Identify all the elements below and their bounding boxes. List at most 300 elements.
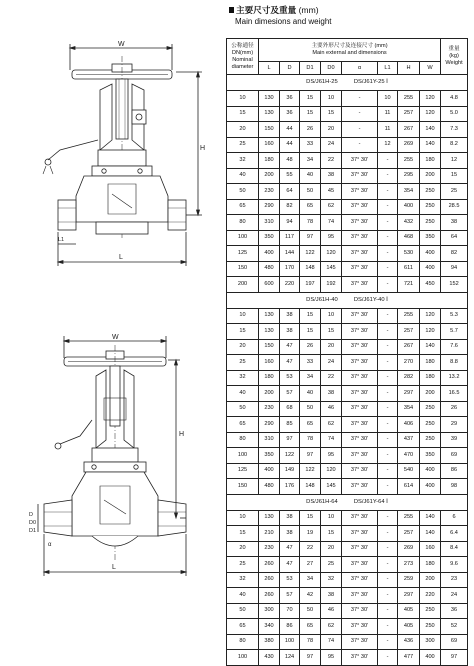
table-cell: 15 <box>300 510 321 526</box>
table-cell: 70 <box>280 603 300 619</box>
table-cell: 230 <box>259 401 280 417</box>
table-cell: 282 <box>398 370 420 386</box>
table-cell: 94 <box>441 261 468 277</box>
table-cell: 180 <box>259 370 280 386</box>
table-cell: 37° 30' <box>342 401 378 417</box>
table-cell: - <box>378 230 398 246</box>
table-cell: 95 <box>321 230 342 246</box>
table-cell: 37° 30' <box>342 355 378 371</box>
table-cell: 36 <box>280 106 300 122</box>
table-cell: 295 <box>398 168 420 184</box>
table-cell: 260 <box>259 557 280 573</box>
table-cell: 140 <box>420 510 441 526</box>
table-row <box>227 401 468 417</box>
table-cell: 47 <box>280 557 300 573</box>
table-cell: 97 <box>441 650 468 666</box>
table-cell: 257 <box>398 526 420 542</box>
column-header: H <box>398 62 420 75</box>
table-cell: 24 <box>441 588 468 604</box>
table-cell: 197 <box>300 277 321 293</box>
table-cell: 250 <box>420 199 441 215</box>
table-cell: - <box>378 619 398 635</box>
table-cell: 25 <box>321 557 342 573</box>
table-cell: 400 <box>420 246 441 262</box>
table-cell: - <box>378 215 398 231</box>
table-cell: 180 <box>420 557 441 573</box>
table-cell: 530 <box>398 246 420 262</box>
square-bullet-icon <box>229 7 234 13</box>
table-cell: 250 <box>420 619 441 635</box>
table-cell: 57 <box>280 386 300 402</box>
table-cell: 250 <box>420 603 441 619</box>
table-cell: 62 <box>321 619 342 635</box>
table-row <box>227 370 468 386</box>
table-cell: 130 <box>259 324 280 340</box>
table-cell: 140 <box>420 339 441 355</box>
table-row <box>227 168 468 184</box>
table-row <box>227 230 468 246</box>
table-cell: - <box>378 572 398 588</box>
table-cell: 220 <box>280 277 300 293</box>
table-cell: 74 <box>321 432 342 448</box>
column-header: D1 <box>300 62 321 75</box>
table-cell: 468 <box>398 230 420 246</box>
table-cell: 50 <box>227 603 259 619</box>
table-cell: 32 <box>227 370 259 386</box>
table-cell: 117 <box>280 230 300 246</box>
table-cell: - <box>378 526 398 542</box>
table-cell: 86 <box>280 619 300 635</box>
table-cell: 160 <box>259 355 280 371</box>
table-cell: 255 <box>398 91 420 107</box>
table-cell: - <box>378 246 398 262</box>
table-cell: - <box>378 603 398 619</box>
table-cell: 52 <box>441 619 468 635</box>
table-cell: 12 <box>378 137 398 153</box>
table-cell: 27 <box>300 557 321 573</box>
table-cell: 37° 30' <box>342 246 378 262</box>
table-cell: 37° 30' <box>342 339 378 355</box>
table-cell: - <box>378 588 398 604</box>
table-cell: 257 <box>398 106 420 122</box>
table-cell: 24 <box>321 355 342 371</box>
table-row <box>227 277 468 293</box>
table-cell: 86 <box>441 463 468 479</box>
table-cell: - <box>378 479 398 495</box>
table-cell: 250 <box>420 432 441 448</box>
table-cell: 124 <box>280 650 300 666</box>
table-cell: - <box>378 634 398 650</box>
table-cell: 200 <box>420 386 441 402</box>
table-cell: 192 <box>321 277 342 293</box>
table-cell: - <box>378 339 398 355</box>
table-cell: 37° 30' <box>342 261 378 277</box>
header-dimensions: 主要外形尺寸及连接尺寸 (mm) Main external and dimensions <box>259 39 441 62</box>
top-w-label: W <box>118 41 125 48</box>
table-cell: 12 <box>441 153 468 169</box>
table-cell: 144 <box>280 246 300 262</box>
bottom-alpha-label: α <box>48 542 52 548</box>
table-cell: 37° 30' <box>342 417 378 433</box>
table-cell: 152 <box>441 277 468 293</box>
table-cell: 257 <box>398 324 420 340</box>
table-cell: 48 <box>280 153 300 169</box>
table-cell: 37° 30' <box>342 557 378 573</box>
table-cell: 170 <box>280 261 300 277</box>
table-cell: 250 <box>420 184 441 200</box>
table-cell: 273 <box>398 557 420 573</box>
table-cell: 80 <box>227 215 259 231</box>
table-cell: 200 <box>227 277 259 293</box>
table-cell: 436 <box>398 634 420 650</box>
table-cell: 20 <box>227 541 259 557</box>
table-cell: 25 <box>227 355 259 371</box>
table-cell: 40 <box>227 588 259 604</box>
table-cell: 37° 30' <box>342 603 378 619</box>
table-cell: - <box>378 541 398 557</box>
table-cell: 38 <box>280 308 300 324</box>
table-cell: 125 <box>227 246 259 262</box>
table-row <box>227 215 468 231</box>
table-cell: 380 <box>259 634 280 650</box>
table-cell: 180 <box>420 370 441 386</box>
table-cell: 149 <box>280 463 300 479</box>
table-cell: 23 <box>441 572 468 588</box>
table-cell: 7.6 <box>441 339 468 355</box>
table-cell: 80 <box>227 634 259 650</box>
table-cell: 37° 30' <box>342 370 378 386</box>
table-cell: 297 <box>398 386 420 402</box>
table-cell: - <box>378 355 398 371</box>
table-cell: - <box>342 91 378 107</box>
table-cell: 150 <box>227 479 259 495</box>
table-cell: 32 <box>227 572 259 588</box>
table-cell: 15 <box>300 91 321 107</box>
table-cell: 150 <box>259 122 280 138</box>
table-row <box>227 106 468 122</box>
table-cell: 37° 30' <box>342 168 378 184</box>
table-cell: 38 <box>321 168 342 184</box>
table-row <box>227 137 468 153</box>
table-cell: - <box>378 463 398 479</box>
table-cell: 210 <box>259 526 280 542</box>
table-cell: 37° 30' <box>342 153 378 169</box>
table-cell: 97 <box>300 650 321 666</box>
table-cell: 269 <box>398 137 420 153</box>
column-header: D <box>280 62 300 75</box>
table-cell: 37° 30' <box>342 199 378 215</box>
table-cell: 400 <box>420 463 441 479</box>
table-row <box>227 448 468 464</box>
bottom-w-label: W <box>112 334 119 341</box>
header-weight: 重量 (kg) Weight <box>441 39 468 75</box>
table-cell: - <box>378 448 398 464</box>
table-cell: 600 <box>259 277 280 293</box>
table-cell: 40 <box>227 168 259 184</box>
table-cell: 33 <box>300 137 321 153</box>
table-cell: 55 <box>280 168 300 184</box>
table-row <box>227 153 468 169</box>
table-cell: - <box>378 168 398 184</box>
table-cell: 310 <box>259 432 280 448</box>
table-cell: 405 <box>398 619 420 635</box>
table-cell: - <box>378 277 398 293</box>
table-cell: 130 <box>259 308 280 324</box>
table-cell: 10 <box>321 91 342 107</box>
table-cell: 270 <box>398 355 420 371</box>
table-cell: 260 <box>259 588 280 604</box>
table-cell: 8.4 <box>441 541 468 557</box>
table-cell: 53 <box>280 370 300 386</box>
dimensions-table <box>226 38 468 666</box>
table-cell: 65 <box>227 619 259 635</box>
table-cell: 64 <box>280 184 300 200</box>
table-cell: 100 <box>227 448 259 464</box>
table-cell: 100 <box>227 230 259 246</box>
table-cell: 37° 30' <box>342 572 378 588</box>
table-cell: 78 <box>300 432 321 448</box>
table-cell: 39 <box>441 432 468 448</box>
table-cell: 46 <box>321 401 342 417</box>
table-cell: 480 <box>259 261 280 277</box>
table-cell: 300 <box>420 634 441 650</box>
table-row <box>227 308 468 324</box>
table-cell: 8.8 <box>441 355 468 371</box>
table-cell: 24 <box>321 137 342 153</box>
table-cell: - <box>378 557 398 573</box>
table-cell: 430 <box>259 650 280 666</box>
table-cell: 26 <box>300 122 321 138</box>
table-cell: 11 <box>378 122 398 138</box>
table-cell: 297 <box>398 588 420 604</box>
table-cell: 34 <box>300 370 321 386</box>
table-row <box>227 541 468 557</box>
table-cell: 50 <box>227 401 259 417</box>
table-cell: - <box>378 153 398 169</box>
table-cell: 477 <box>398 650 420 666</box>
top-l1-label: L1 <box>58 237 65 243</box>
table-cell: 37° 30' <box>342 526 378 542</box>
table-cell: 22 <box>321 153 342 169</box>
table-cell: 120 <box>321 246 342 262</box>
table-cell: 25 <box>227 137 259 153</box>
table-cell: 46 <box>321 603 342 619</box>
table-row <box>227 510 468 526</box>
table-cell: 28.5 <box>441 199 468 215</box>
table-cell: 97 <box>300 230 321 246</box>
table-cell: 37° 30' <box>342 386 378 402</box>
table-row <box>227 417 468 433</box>
table-cell: 37° 30' <box>342 230 378 246</box>
table-cell: 180 <box>259 153 280 169</box>
table-cell: - <box>378 386 398 402</box>
table-cell: 22 <box>300 541 321 557</box>
table-cell: 260 <box>259 572 280 588</box>
table-cell: - <box>378 184 398 200</box>
table-cell: 450 <box>420 277 441 293</box>
table-cell: 200 <box>420 572 441 588</box>
table-cell: 614 <box>398 479 420 495</box>
table-cell: 10 <box>321 308 342 324</box>
table-cell: 10 <box>321 510 342 526</box>
table-cell: 47 <box>280 355 300 371</box>
table-cell: 400 <box>398 199 420 215</box>
table-row <box>227 184 468 200</box>
table-cell: 405 <box>398 603 420 619</box>
column-header: D0 <box>321 62 342 75</box>
table-cell: 5.7 <box>441 324 468 340</box>
table-cell: 9.6 <box>441 557 468 573</box>
table-cell: 10 <box>227 510 259 526</box>
table-cell: 180 <box>420 355 441 371</box>
table-cell: 74 <box>321 215 342 231</box>
table-cell: 69 <box>441 634 468 650</box>
section-row <box>227 494 468 510</box>
table-cell: 37° 30' <box>342 463 378 479</box>
table-cell: 130 <box>259 510 280 526</box>
table-cell: 42 <box>300 588 321 604</box>
table-cell: 98 <box>441 479 468 495</box>
table-cell: 37° 30' <box>342 588 378 604</box>
table-cell: 65 <box>300 199 321 215</box>
table-cell: 37° 30' <box>342 510 378 526</box>
table-row <box>227 261 468 277</box>
table-cell: 62 <box>321 199 342 215</box>
table-cell: 120 <box>420 106 441 122</box>
table-cell: 15 <box>321 106 342 122</box>
bottom-l-label: L <box>112 564 116 571</box>
bottom-h-label: H <box>179 431 185 438</box>
table-cell: - <box>378 370 398 386</box>
table-cell: 94 <box>280 215 300 231</box>
table-cell: 200 <box>259 168 280 184</box>
table-cell: 350 <box>420 448 441 464</box>
table-cell: - <box>378 261 398 277</box>
table-cell: 611 <box>398 261 420 277</box>
table-cell: 37° 30' <box>342 479 378 495</box>
table-cell: 47 <box>280 541 300 557</box>
valve-drawings <box>0 0 226 597</box>
table-cell: 140 <box>420 137 441 153</box>
table-cell: 220 <box>420 588 441 604</box>
top-h-label: H <box>200 145 206 152</box>
table-cell: 250 <box>420 417 441 433</box>
table-cell: 53 <box>280 572 300 588</box>
table-cell: 230 <box>259 184 280 200</box>
table-row <box>227 572 468 588</box>
table-cell: 50 <box>300 401 321 417</box>
table-cell: 354 <box>398 184 420 200</box>
table-cell: 15 <box>300 324 321 340</box>
table-cell: - <box>378 308 398 324</box>
table-cell: 120 <box>420 91 441 107</box>
table-cell: 148 <box>300 261 321 277</box>
table-cell: 16.5 <box>441 386 468 402</box>
section-row <box>227 75 468 91</box>
table-cell: 20 <box>321 339 342 355</box>
table-cell: 140 <box>420 526 441 542</box>
table-cell: 37° 30' <box>342 184 378 200</box>
table-cell: 40 <box>300 386 321 402</box>
table-cell: 400 <box>259 246 280 262</box>
table-cell: 10 <box>378 91 398 107</box>
table-cell: 250 <box>420 215 441 231</box>
table-row <box>227 603 468 619</box>
table-cell: 100 <box>280 634 300 650</box>
table-cell: 230 <box>259 541 280 557</box>
table-cell: 64 <box>441 230 468 246</box>
table-row <box>227 634 468 650</box>
table-row <box>227 479 468 495</box>
table-cell: 38 <box>280 510 300 526</box>
table-cell: 33 <box>300 355 321 371</box>
table-cell: 15 <box>227 324 259 340</box>
table-cell: 29 <box>441 417 468 433</box>
table-row <box>227 588 468 604</box>
top-valve-drawing <box>43 41 205 266</box>
table-cell: 37° 30' <box>342 324 378 340</box>
table-cell: 36 <box>441 603 468 619</box>
table-row <box>227 91 468 107</box>
table-cell: 145 <box>321 261 342 277</box>
table-cell: 350 <box>259 230 280 246</box>
table-cell: 122 <box>280 448 300 464</box>
table-cell: 4.8 <box>441 91 468 107</box>
table-cell: 37° 30' <box>342 215 378 231</box>
table-cell: 255 <box>398 153 420 169</box>
table-cell: 26 <box>441 401 468 417</box>
table-cell: 78 <box>300 634 321 650</box>
table-cell: - <box>378 417 398 433</box>
table-cell: 122 <box>300 246 321 262</box>
table-cell: 38 <box>280 526 300 542</box>
table-cell: 95 <box>321 448 342 464</box>
table-cell: 250 <box>420 401 441 417</box>
table-row <box>227 526 468 542</box>
page-title: 主要尺寸及重量 (mm) <box>229 4 319 16</box>
table-cell: 10 <box>227 308 259 324</box>
table-cell: 437 <box>398 432 420 448</box>
table-cell: 20 <box>321 541 342 557</box>
table-cell: 37° 30' <box>342 448 378 464</box>
table-cell: 82 <box>441 246 468 262</box>
table-cell: 267 <box>398 339 420 355</box>
table-cell: 25 <box>441 184 468 200</box>
table-cell: 65 <box>300 619 321 635</box>
table-cell: 34 <box>300 153 321 169</box>
table-cell: 290 <box>259 199 280 215</box>
table-cell: 37° 30' <box>342 277 378 293</box>
table-cell: 15 <box>300 106 321 122</box>
table-cell: 40 <box>300 168 321 184</box>
table-cell: 20 <box>227 122 259 138</box>
table-cell: 97 <box>280 432 300 448</box>
table-cell: 259 <box>398 572 420 588</box>
table-row <box>227 339 468 355</box>
table-cell: 34 <box>300 572 321 588</box>
table-cell: 267 <box>398 122 420 138</box>
table-row <box>227 432 468 448</box>
table-cell: 120 <box>321 463 342 479</box>
table-cell: 50 <box>300 603 321 619</box>
table-cell: 6.4 <box>441 526 468 542</box>
table-cell: 37° 30' <box>342 619 378 635</box>
table-cell: 50 <box>227 184 259 200</box>
table-cell: 80 <box>227 432 259 448</box>
table-cell: 36 <box>280 91 300 107</box>
table-cell: 65 <box>300 417 321 433</box>
table-cell: 180 <box>420 153 441 169</box>
